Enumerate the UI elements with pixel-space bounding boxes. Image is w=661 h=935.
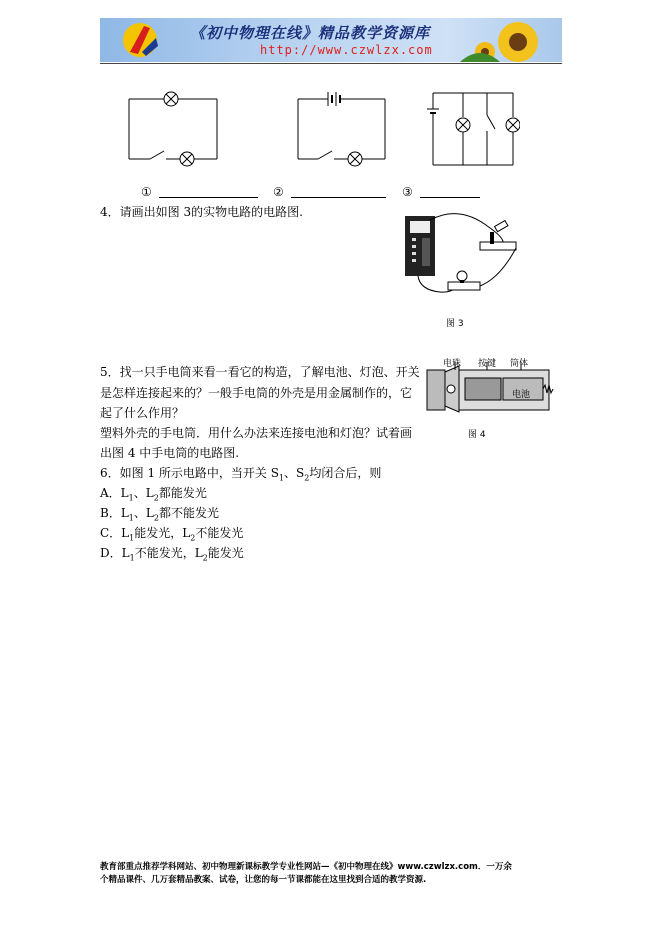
circuit-2	[298, 92, 385, 166]
answer-blank-2[interactable]	[291, 185, 386, 198]
question-5-line-4: 塑料外壳的手电筒．用什么办法来连接电池和灯泡？试着画	[100, 426, 413, 440]
question-5-line-1: 5．找一只手电筒来看一看它的构造，了解电池、灯泡、开关	[100, 365, 420, 379]
figure-4-label-button: 按键	[478, 359, 497, 369]
banner-title: 《初中物理在线》精品教学资源库	[190, 24, 431, 42]
circuit-3	[427, 93, 520, 165]
header-rule	[100, 63, 562, 64]
circuit-1	[129, 92, 217, 166]
question-4: 4．请画出如图 3的实物电路的电路图.	[100, 205, 303, 219]
circuit-label-2: ②	[273, 185, 284, 199]
figure-4-label-bulb: 电珠	[443, 359, 462, 369]
option-b[interactable]: B．$L_1$、$L_2$都不能发光	[100, 506, 219, 523]
circuit-label-1: ①	[141, 185, 152, 199]
footer-line-2: 个精品课件、几万套精品教案、试卷，让您的每一节课都能在这里找到合适的教学资源.	[100, 875, 427, 885]
option-c[interactable]: C．$L_1$能发光，$L_2$不能发光	[100, 526, 244, 543]
answer-blank-3[interactable]	[420, 185, 480, 198]
figure-3-caption: 图 3	[446, 319, 464, 329]
answer-blank-1[interactable]	[159, 185, 258, 198]
figure-4-label-battery: 电池	[512, 390, 531, 400]
option-d[interactable]: D．$L_1$不能发光，$L_2$能发光	[100, 546, 244, 563]
figure-3-real-circuit	[400, 208, 540, 304]
figure-4-caption: 图 4	[468, 430, 486, 440]
option-a[interactable]: A．$L_1$、$L_2$都能发光	[100, 486, 207, 503]
question-5-line-3: 起了什么作用？	[100, 406, 185, 420]
footer-line-1: 教育部重点推荐学科网站、初中物理新课标教学专业性网站—《初中物理在线》www.czwlzx.com．一万余	[100, 862, 512, 872]
question-5-line-5: 出图 4 中手电筒的电路图.	[100, 446, 240, 460]
circuit-diagrams	[120, 85, 520, 170]
figure-4-label-barrel: 筒体	[510, 359, 529, 369]
question-5-line-2: 是怎样连接起来的？一般手电筒的外壳是用金属制作的，它	[100, 386, 413, 400]
banner-url: http://www.czwlzx.com	[260, 43, 433, 57]
circuit-label-3: ③	[402, 185, 413, 199]
header-banner	[100, 18, 562, 62]
question-6-stem: 6．如图 1 所示电路中，当开关 $S_1$、$S_2$均闭合后，则	[100, 466, 382, 483]
